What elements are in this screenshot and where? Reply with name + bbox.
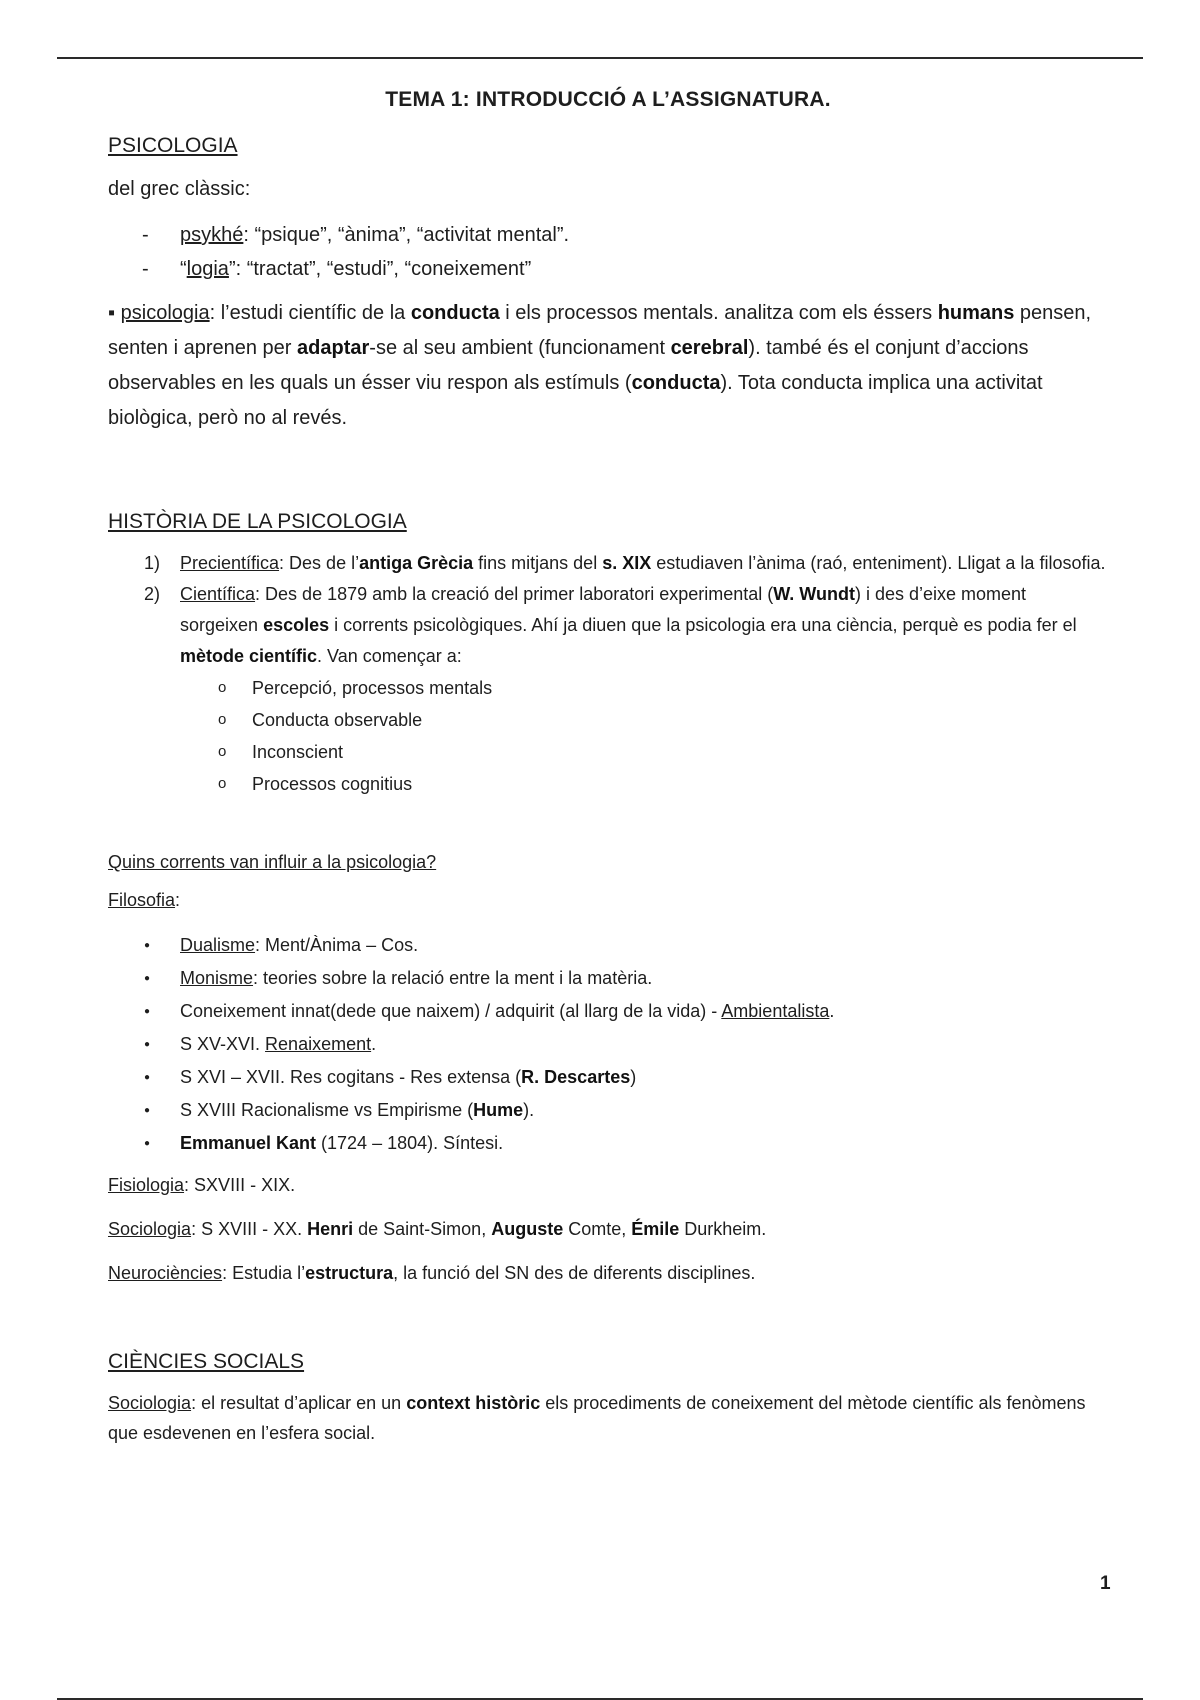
section-heading-psicologia: PSICOLOGIA [108,134,238,157]
section-heading-historia: HISTÒRIA DE LA PSICOLOGIA [108,510,407,533]
list-item: ● Coneixement innat(dede que naixem) / adquirit (al llarg de la vida) - Ambientalista. [108,995,1108,1028]
list-item: 2) Científica: Des de 1879 amb la creació del primer laboratori experimental (W. Wundt) i des d’eixe moment sorgeixen escoles i corrents psicològiques. Ahí ja diuen que la psicologia era una ciència, perquè es podia fer el mètode científic. Van començar a: [144,584,1077,666]
list-item: ● S XV-XVI. Renaixement. [108,1028,1108,1061]
list-item: ● Monisme: teories sobre la relació entre la ment i la matèria. [108,962,1108,995]
sub-list [108,672,1108,800]
page-number: 1 [1100,1573,1111,1594]
ciencies-paragraph: Sociologia: el resultat d’aplicar en un context històric els procediments de coneixement del mètode científic als fenòmens que esdevenen en l’esfera social. [108,1393,1086,1443]
list-item: o Conducta observable [108,704,1108,736]
top-rule [57,57,1143,59]
square-bullet-icon: ▪ [108,302,116,324]
origin-text: del grec clàssic: [108,178,251,200]
list-item: ● S XVIII Racionalisme vs Empirisme (Hume). [108,1094,1108,1127]
list-item: 1) Precientífica: Des de l’antiga Grècia fins mitjans del s. XIX estudiaven l’ànima (raó, enteniment). Lligat a la filosofia. [144,553,1106,573]
list-item: o Processos cognitius [108,768,1108,800]
document-title: TEMA 1: INTRODUCCIÓ A L’ASSIGNATURA. [385,88,831,111]
list-item: ● S XVI – XVII. Res cogitans - Res extensa (R. Descartes) [108,1061,1108,1094]
definition-paragraph: ▪ psicologia: l’estudi científic de la conducta i els processos mentals. analitza com els éssers humans pensen, senten i aprenen per adaptar-se al seu ambient (funcionament cerebral). també és el conjunt d’accions observables en les quals un ésser viu respon als estímuls (conducta). Tota conducta implica una activitat biològica, però no al revés. [108,302,1092,429]
list-item: - “logia”: “tractat”, “estudi”, “coneixement” [108,252,1108,286]
neurociencies-line: Neurociències: Estudia l’estructura, la funció del SN des de diferents disciplines. [108,1263,756,1283]
sociologia-line: Sociologia: S XVIII - XX. Henri de Saint-Simon, Auguste Comte, Émile Durkheim. [108,1219,767,1239]
list-item: - psykhé: “psique”, “ànima”, “activitat mental”. [108,218,1108,252]
history-list [108,548,1108,672]
question-heading: Quins corrents van influir a la psicologia? [108,852,437,872]
philosophy-list [108,929,1108,1160]
filosofia-label: Filosofia: [108,890,181,910]
list-item: ● Emmanuel Kant (1724 – 1804). Síntesi. [108,1127,1108,1160]
section-heading-ciencies: CIÈNCIES SOCIALS [108,1350,305,1373]
document-page [108,80,1108,1462]
list-item: ● Dualisme: Ment/Ànima – Cos. [108,929,1108,962]
term: logia [186,258,229,280]
fisiologia-line: Fisiologia: SXVIII - XIX. [108,1175,296,1195]
etymology-list [108,218,1108,286]
list-item: o Percepció, processos mentals [108,672,1108,704]
term: psykhé [180,224,244,246]
list-item: o Inconscient [108,736,1108,768]
